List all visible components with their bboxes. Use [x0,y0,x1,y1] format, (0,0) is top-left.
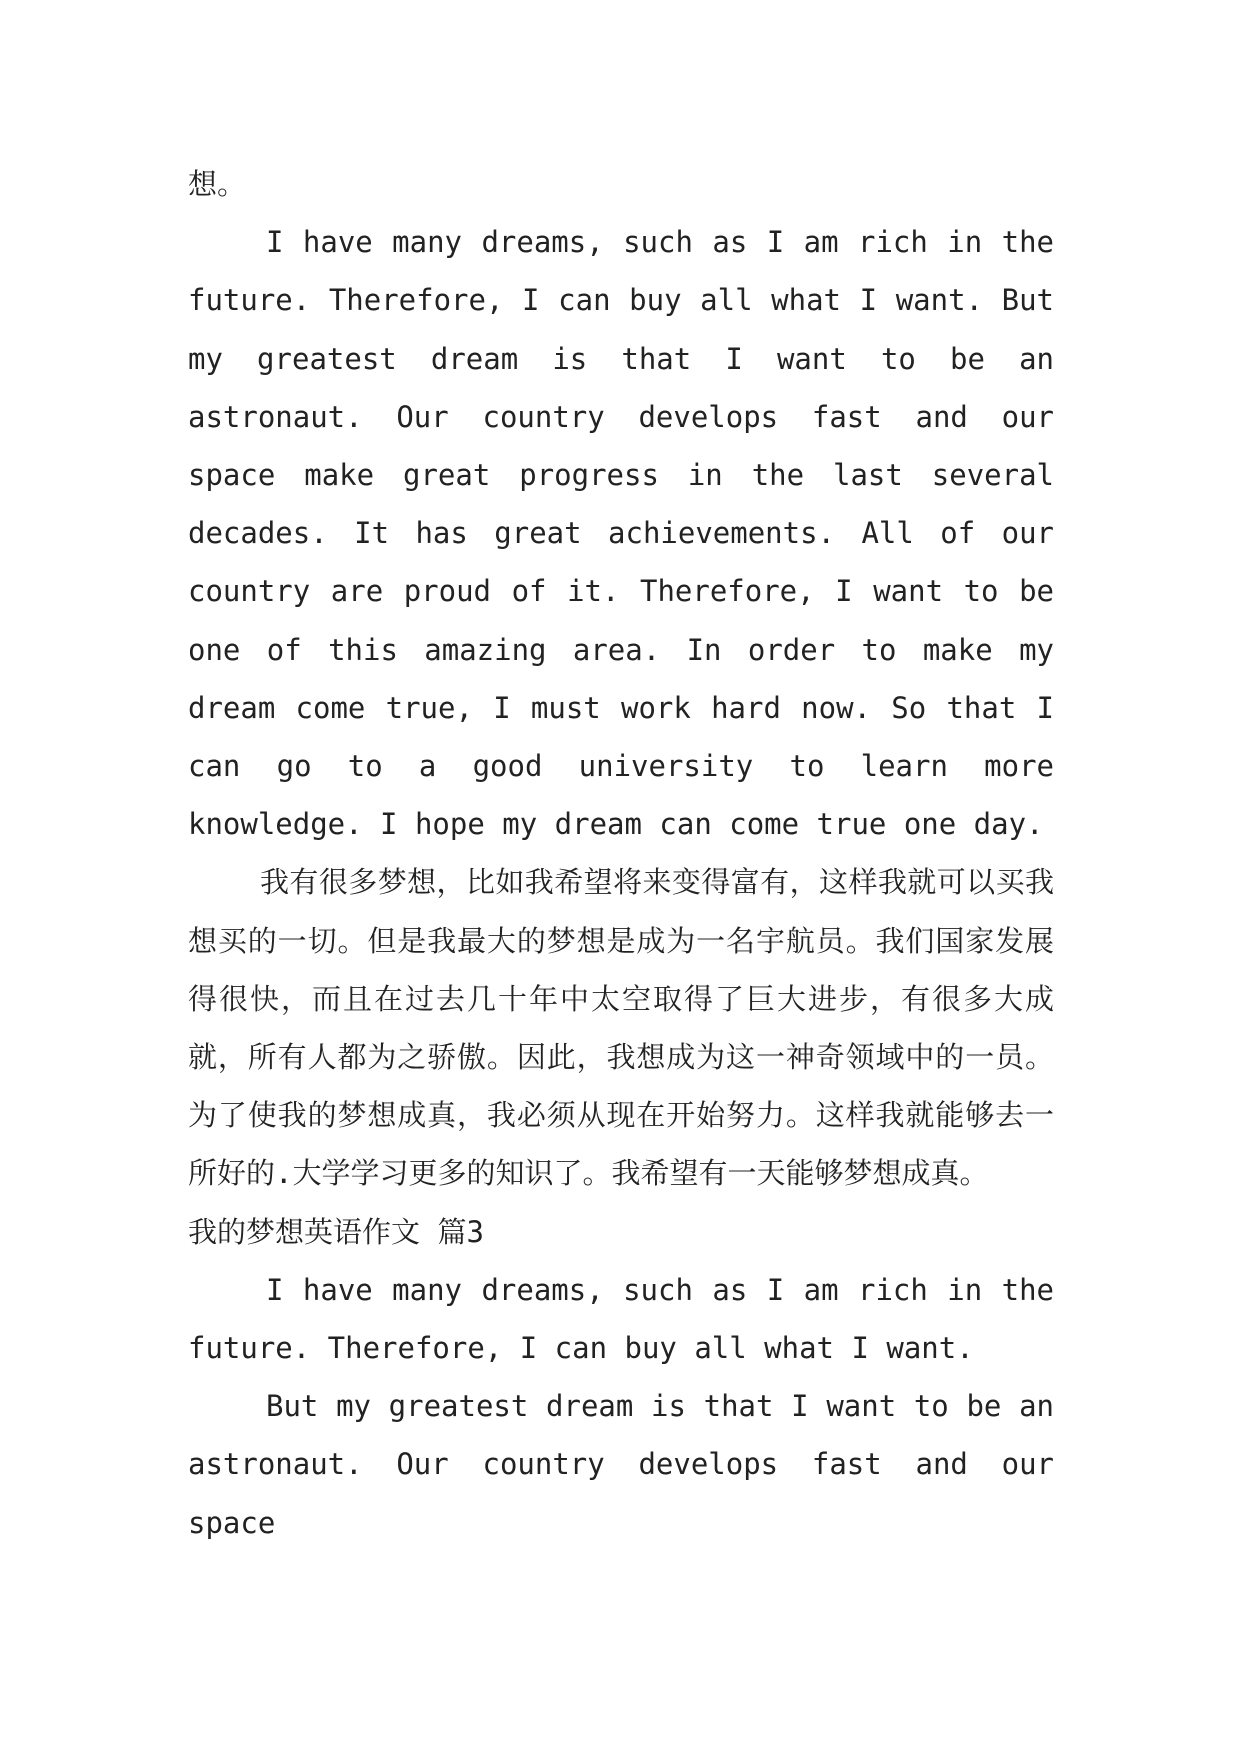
document-page [188,155,1054,1552]
paragraph-english-2: I have many dreams, such as I am rich in the future. Therefore, I can buy all what I want. [188,1272,1054,1366]
paragraph-english-3: But my greatest dream is that I want to be an astronaut. Our country develops fast and our space [188,1389,1054,1540]
section-heading: 我的梦想英语作文 篇3 [188,1214,484,1249]
paragraph-fragment: 想。 [188,167,247,201]
paragraph-chinese-1: 我有很多梦想，比如我希望将来变得富有，这样我就可以买我想买的一切。但是我最大的梦想是成为一名宇航员。我们国家发展得很快，而且在过去几十年中太空取得了巨大进步，有很多大成就，所有人都为之骄傲。因此，我想成为这一神奇领域中的一员。为了使我的梦想成真，我必须从现在开始努力。这样我就能够去一所好的.大学学习更多的知识了。我希望有一天能够梦想成真。 [188,865,1054,1191]
paragraph-english-1: I have many dreams, such as I am rich in the future. Therefore, I can buy all what I want. But my greatest dream is that I want to be an astronaut. Our country develops fast and our space make great progress in the last several decades. It has great achievements. All of our country are proud of it. Therefore, I want to be one of this amazing area. In order to make my dream come true, I must work hard now. So that I can go to a good university to learn more knowledge. I hope my dream can come true one day. [188,225,1054,842]
